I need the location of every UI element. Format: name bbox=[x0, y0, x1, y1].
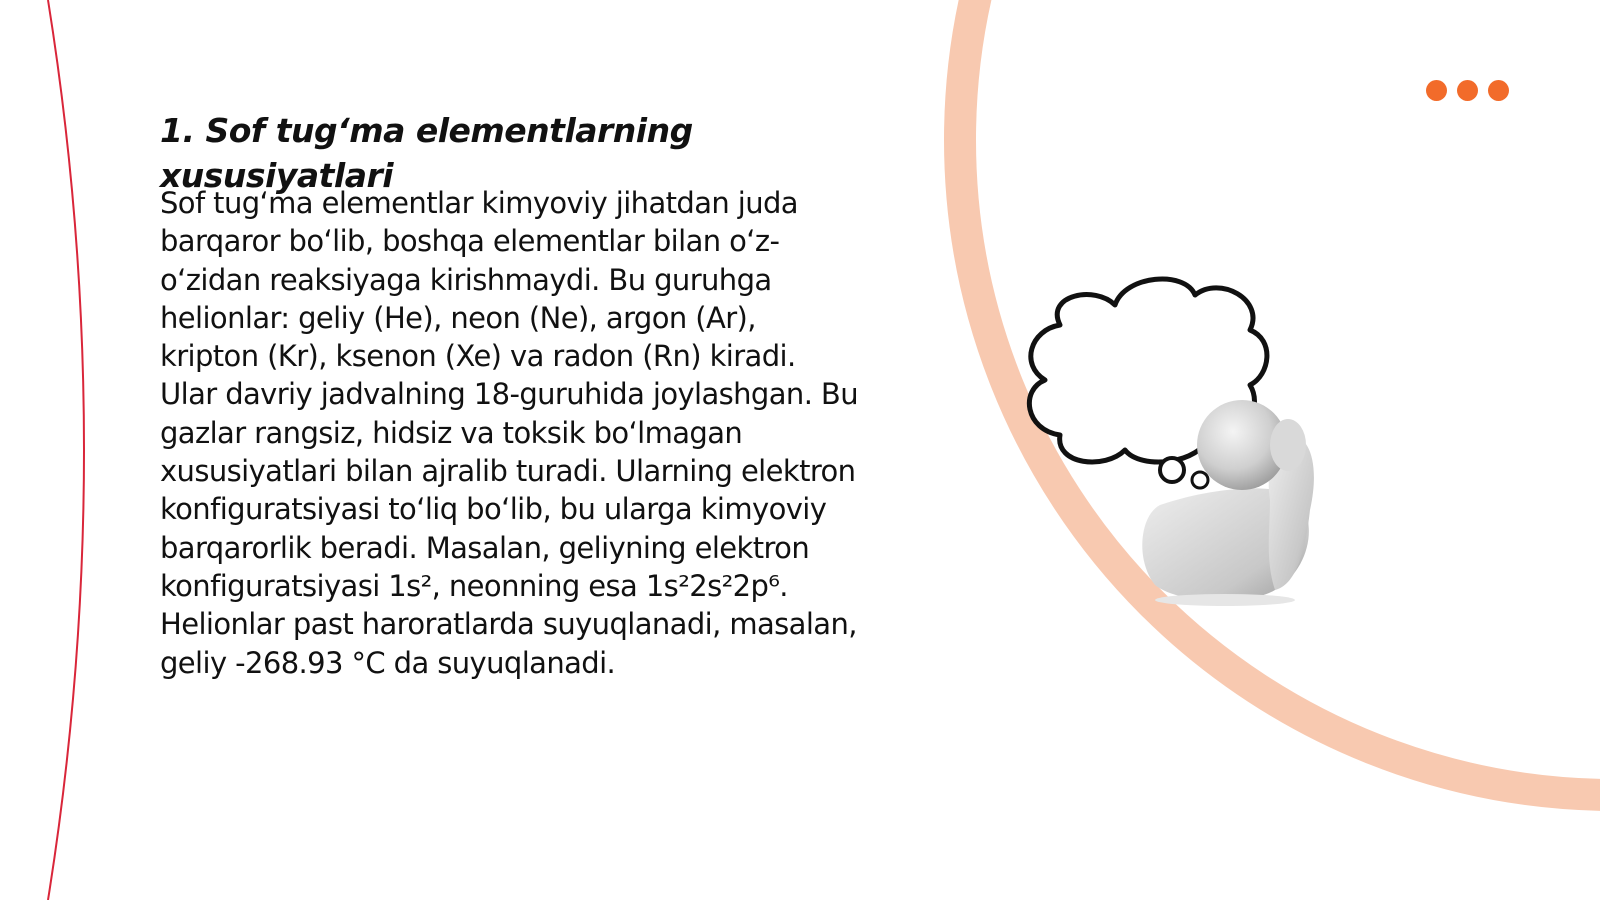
thinking-person-icon bbox=[1020, 270, 1350, 620]
slide-title: 1. Sof tug‘ma elementlarning xususiyatlari bbox=[160, 111, 693, 195]
ground-shadow bbox=[1155, 594, 1295, 606]
dot bbox=[1488, 80, 1509, 101]
dot bbox=[1426, 80, 1447, 101]
more-dots-icon bbox=[1426, 80, 1509, 101]
thought-bubble-small bbox=[1160, 458, 1184, 482]
thought-bubble-tiny bbox=[1192, 472, 1208, 488]
person-hand bbox=[1270, 419, 1306, 471]
left-curve-line bbox=[48, 0, 84, 900]
dot bbox=[1457, 80, 1478, 101]
slide-body-text: Sof tug‘ma elementlar kimyoviy jihatdan juda barqaror bo‘lib, boshqa elementlar bilan o‘z-o‘zidan reaksiyaga kirishmaydi. Bu guruhga helionlar: geliy (He), neon (Ne), argon (Ar), kripton (Kr), ksenon (Xe) va radon (Rn) kiradi. Ular davriy jadvalning 18-guruhida joylashgan. Bu gazlar rangsiz, hidsiz va toksik bo‘lmagan xususiyatlari bilan ajralib turadi. Ularning elektron konfiguratsiyasi to‘liq bo‘lib, bu ularga kimyoviy barqarorlik beradi. Masalan, geliyning elektron konfiguratsiyasi 1s², neonning esa 1s²2s²2p⁶. Helionlar past haroratlarda suyuqlanadi, masalan, geliy -268.93 °C da suyuqlanadi. bbox=[160, 186, 859, 680]
